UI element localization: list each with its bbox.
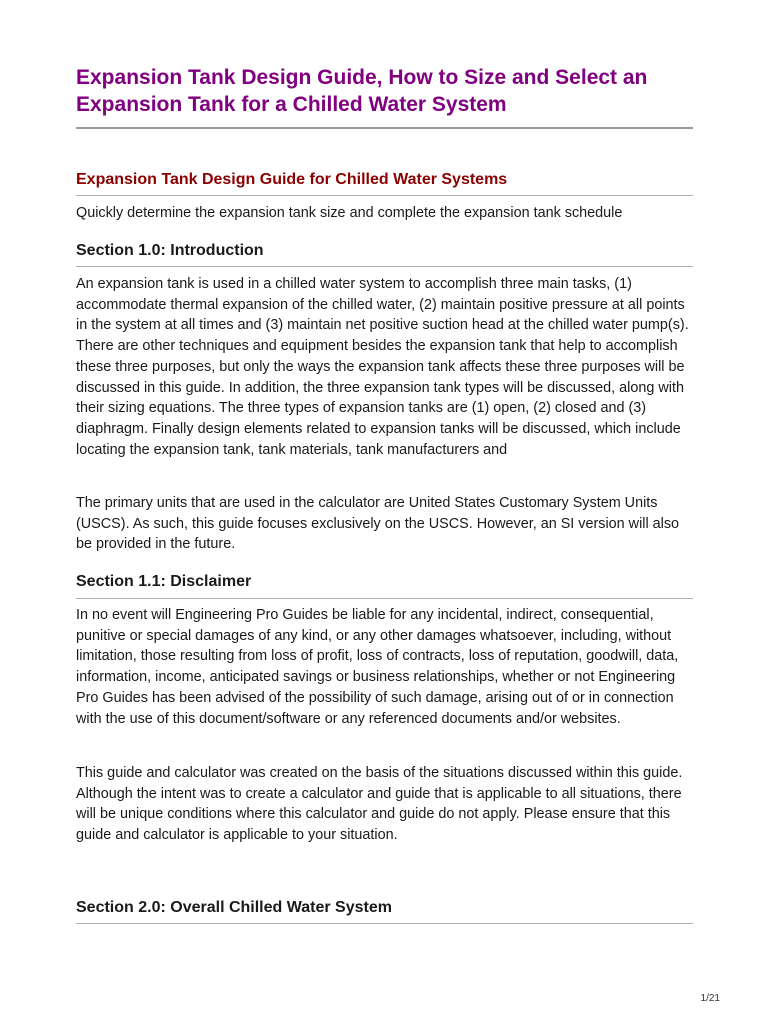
document-title: Expansion Tank Design Guide, How to Size and Select an Expansion Tank for a Chilled Water System bbox=[76, 66, 648, 116]
section-introduction-divider bbox=[76, 266, 693, 267]
title-divider bbox=[76, 127, 693, 129]
section-introduction-heading: Section 1.0: Introduction bbox=[76, 242, 264, 259]
section-disclaimer-divider bbox=[76, 598, 693, 599]
section-disclaimer-heading: Section 1.1: Disclaimer bbox=[76, 573, 252, 590]
disclaimer-paragraph-1: In no event will Engineering Pro Guides be liable for any incidental, indirect, consequential, punitive or special damages of any kind, or any other damages whatsoever, including, without limitation, those resulting from loss of profit, loss of contracts, loss of reputation, goodwill, data, information, income, anticipated savings or business relationships, whether or not Engineering Pro Guides has been advised of the possibility of such damage, arising out of or in connection with the use of this document/software or any referenced documents and/or websites. bbox=[76, 607, 679, 727]
introduction-paragraph-2: The primary units that are used in the calculator are United States Customary System Units (USCS). As such, this guide focuses exclusively on the USCS. However, an SI version will also be provided in the future. bbox=[76, 495, 680, 553]
subtitle-divider bbox=[76, 195, 693, 196]
intro-line: Quickly determine the expansion tank size and complete the expansion tank schedule bbox=[76, 205, 623, 221]
disclaimer-paragraph-2: This guide and calculator was created on the basis of the situations discussed within this guide. Although the intent was to create a calculator and guide that is applicable to all situations, there will be unique conditions where this calculator and guide do not apply. Please ensure that this guide and calculator is applicable to your situation. bbox=[76, 765, 683, 844]
guide-subtitle: Expansion Tank Design Guide for Chilled Water Systems bbox=[76, 171, 508, 188]
introduction-paragraph-1: An expansion tank is used in a chilled water system to accomplish three main tasks, (1) accommodate thermal expansion of the chilled water, (2) maintain positive pressure at all points in the system at all times and (3) maintain net positive suction head at the chilled water pump(s). There are other techniques and equipment besides the expansion tank that help to accomplish these three purposes, but only the ways the expansion tank affects these three purposes will be discussed in this guide. In addition, the three expansion tank types will be discussed, along with their sizing equations. The three types of expansion tanks are (1) open, (2) closed and (3) diaphragm. Finally design elements related to expansion tanks will be discussed, which include locating the expansion tank, tank materials, tank manufacturers and bbox=[76, 276, 689, 458]
page-number: 1/21 bbox=[700, 993, 720, 1004]
section-overall-system-heading: Section 2.0: Overall Chilled Water System bbox=[76, 899, 392, 916]
section-overall-system-divider bbox=[76, 923, 693, 924]
